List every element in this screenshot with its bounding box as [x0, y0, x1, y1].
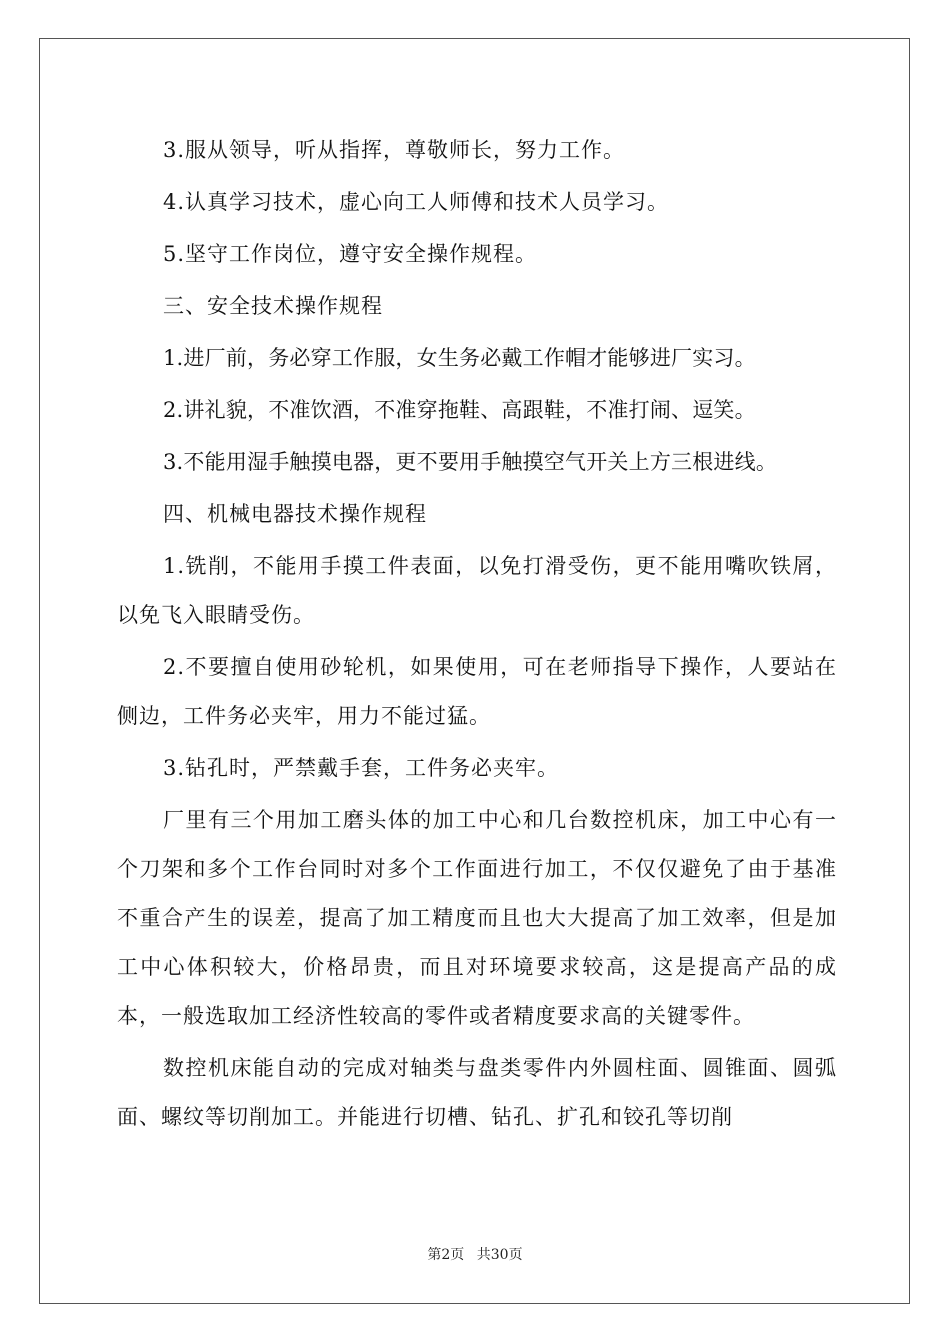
- paragraph: 数控机床能自动的完成对轴类与盘类零件内外圆柱面、圆锥面、圆弧面、螺纹等切削加工。并能进行切槽、钻孔、扩孔和铰孔等切削: [117, 1056, 837, 1129]
- paragraph: 5.坚守工作岗位，遵守安全操作规程。: [163, 242, 538, 266]
- paragraph: 2.不要擅自使用砂轮机，如果使用，可在老师指导下操作，人要站在侧边，工件务必夹牢，用力不能过猛。: [117, 655, 837, 728]
- document-body: [117, 126, 837, 1145]
- paragraph: 1.进厂前，务必穿工作服，女生务必戴工作帽才能够进厂实习。: [163, 346, 756, 370]
- page-total: 共30页: [476, 1247, 523, 1263]
- paragraph: 厂里有三个用加工磨头体的加工中心和几台数控机床，加工中心有一个刀架和多个工作台同时对多个工作面进行加工，不仅仅避免了由于基准不重合产生的误差，提高了加工精度而且也大大提高了加工效率，但是加工中心体积较大，价格昂贵，而且对环境要求较高，这是提高产品的成本，一般选取加工经济性较高的零件或者精度要求高的关键零件。: [117, 808, 837, 1028]
- section-heading: 三、安全技术操作规程: [163, 294, 383, 318]
- paragraph: 2.讲礼貌，不准饮酒，不准穿拖鞋、高跟鞋，不准打闹、逗笑。: [163, 398, 756, 422]
- paragraph: 3.服从领导，听从指挥，尊敬师长，努力工作。: [163, 138, 626, 162]
- page-footer: [0, 1244, 950, 1264]
- paragraph: 3.不能用湿手触摸电器，更不要用手触摸空气开关上方三根进线。: [163, 450, 778, 474]
- section-heading: 四、机械电器技术操作规程: [163, 502, 427, 526]
- page-number: 第2页: [427, 1247, 465, 1263]
- paragraph: 1.铣削，不能用手摸工件表面，以免打滑受伤，更不能用嘴吹铁屑，以免飞入眼睛受伤。: [117, 554, 837, 627]
- paragraph: 3.钻孔时，严禁戴手套，工件务必夹牢。: [163, 756, 560, 780]
- paragraph: 4.认真学习技术，虚心向工人师傅和技术人员学习。: [163, 190, 670, 214]
